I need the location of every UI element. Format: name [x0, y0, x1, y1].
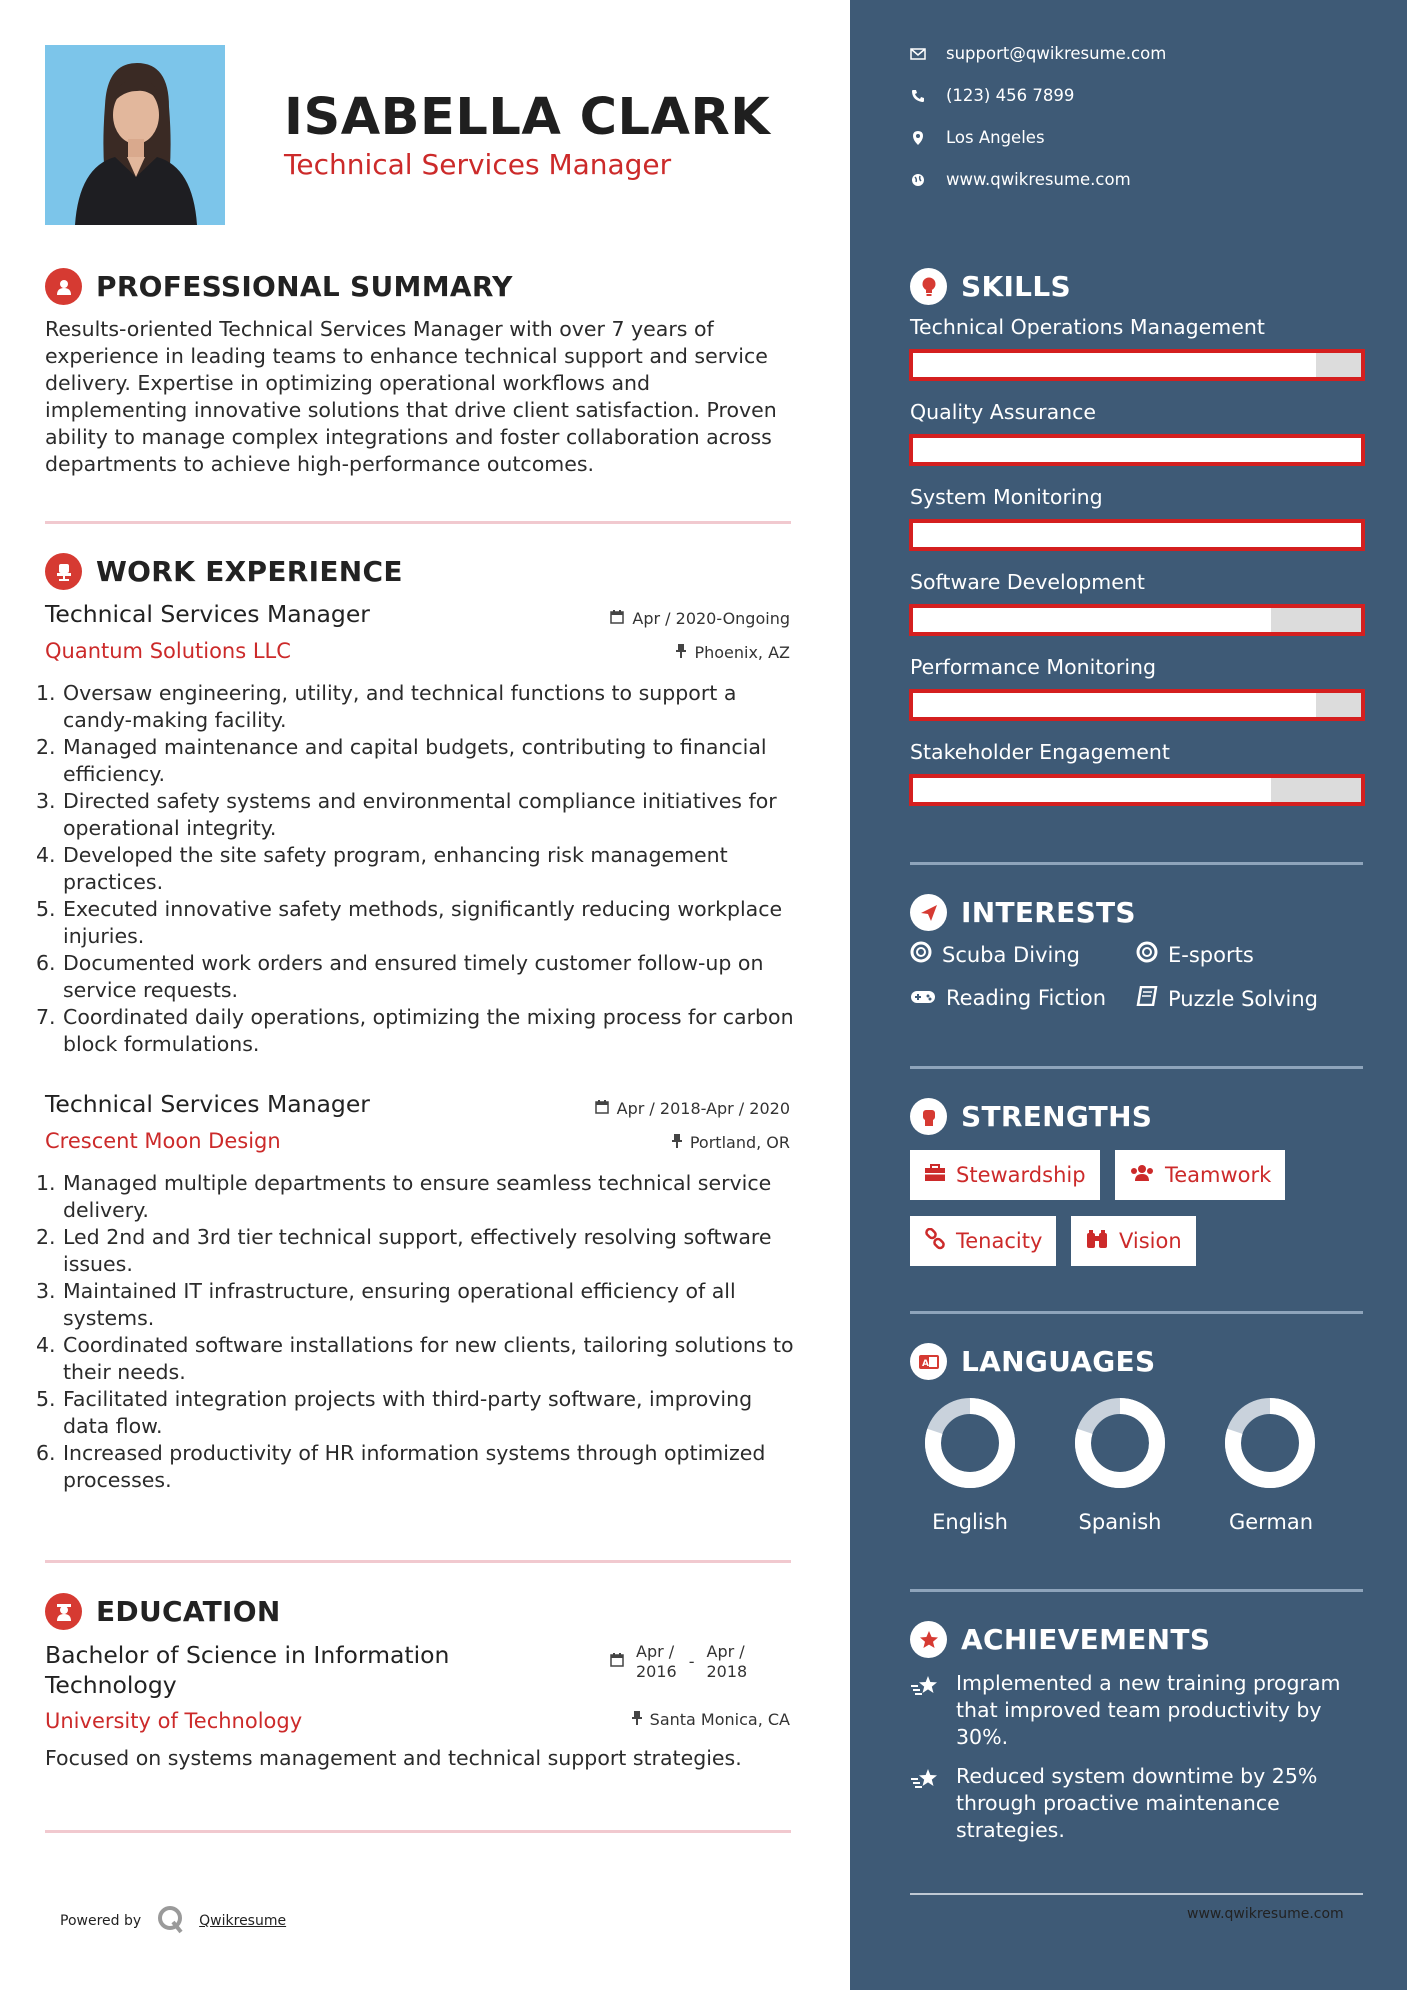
section-divider: [910, 1589, 1363, 1592]
job-date-text: Apr / 2018-Apr / 2020: [616, 1099, 790, 1118]
skill-label: Performance Monitoring: [910, 655, 1157, 679]
summary-title: PROFESSIONAL SUMMARY: [96, 270, 513, 303]
contact-phone-text: (123) 456 7899: [946, 86, 1075, 105]
strength-tag: [910, 1150, 1100, 1200]
calendar-icon: [610, 609, 624, 628]
experience-title: WORK EXPERIENCE: [96, 555, 403, 588]
item-text: Coordinated software installations for new clients, tailoring solutions to their needs.: [63, 1333, 794, 1384]
gamepad-icon: [910, 986, 936, 1010]
phone-icon: [910, 89, 926, 103]
contact-email-text: support@qwikresume.com: [946, 44, 1167, 63]
skill-bar: [909, 604, 1365, 636]
item-text: Executed innovative safety methods, significantly reducing workplace injuries.: [63, 897, 783, 948]
strengths-title: STRENGTHS: [961, 1100, 1153, 1133]
section-divider: [45, 1560, 791, 1563]
job-title: Technical Services Manager: [45, 1090, 370, 1118]
interests-title: INTERESTS: [961, 896, 1136, 929]
skills-heading: [910, 268, 1071, 305]
experience-heading: [45, 553, 403, 590]
summary-text: Results-oriented Technical Services Manager with over 7 years of experience in leading teams to enhance technical support and service delivery. Expertise in optimizing operational workflows and implementing innovative solutions that drive client satisfaction. Proven ability to manage complex integrations and foster collaboration across departments to achieve high-performance outcomes.: [45, 317, 777, 476]
responsibility-item: [36, 680, 796, 734]
skill-bar: [909, 349, 1365, 381]
item-number: 2.: [36, 1225, 56, 1249]
strength-tag: [910, 1216, 1056, 1266]
interest-label: Puzzle Solving: [1168, 986, 1318, 1011]
item-text: Documented work orders and ensured timely customer follow-up on service requests.: [63, 951, 764, 1002]
lightbulb-icon: [910, 268, 947, 305]
degree-line: Bachelor of Science in Information: [45, 1641, 450, 1669]
language-label: English: [932, 1510, 1008, 1534]
item-text: Increased productivity of HR information systems through optimized processes.: [63, 1441, 766, 1492]
star-icon: [910, 1621, 947, 1658]
globe-icon: [910, 173, 926, 187]
pin-icon: [632, 1710, 642, 1729]
item-number: 4.: [36, 843, 56, 867]
job-company: Crescent Moon Design: [45, 1129, 281, 1153]
achievement-text: Implemented a new training program that improved team productivity by 30%.: [956, 1671, 1341, 1749]
paper-plane-icon: [910, 894, 947, 931]
pin-icon: [672, 1133, 682, 1152]
item-text: Managed maintenance and capital budgets, contributing to financial efficiency.: [63, 735, 767, 786]
languages-title: LANGUAGES: [961, 1345, 1156, 1378]
item-text: Directed safety systems and environmental compliance initiatives for operational integrity.: [63, 789, 777, 840]
section-divider: [45, 521, 791, 524]
contact-website[interactable]: [910, 170, 1131, 189]
skill-bar: [909, 774, 1365, 806]
skill-bar-fill: [913, 608, 1271, 632]
item-number: 5.: [36, 1387, 56, 1411]
interest-item: [910, 986, 1106, 1010]
date-start-line: Apr /: [636, 1642, 675, 1661]
section-divider: [910, 1066, 1363, 1069]
skill-bar: [909, 519, 1365, 551]
lifebuoy-icon: [1136, 941, 1158, 968]
strength-label: Tenacity: [956, 1229, 1043, 1253]
language-label: German: [1228, 1510, 1314, 1534]
skill-bar-fill: [913, 438, 1361, 462]
skill-bar-fill: [913, 778, 1271, 802]
responsibility-item: [36, 896, 796, 950]
education-title: EDUCATION: [96, 1595, 281, 1628]
section-divider: [45, 1830, 791, 1833]
skills-title: SKILLS: [961, 270, 1071, 303]
candidate-role: Technical Services Manager: [284, 148, 672, 181]
item-text: Maintained IT infrastructure, ensuring operational efficiency of all systems.: [63, 1279, 736, 1330]
responsibility-item: [36, 1386, 796, 1440]
education-location: [632, 1710, 790, 1729]
job-location: [676, 643, 790, 662]
degree-line: Technology: [45, 1671, 177, 1699]
education-date: [610, 1642, 747, 1682]
link-icon: [924, 1228, 946, 1255]
location-pin-icon: [910, 130, 926, 146]
skill-label: Quality Assurance: [910, 400, 1097, 424]
item-number: 3.: [36, 1279, 56, 1303]
item-number: 3.: [36, 789, 56, 813]
profile-photo: [45, 45, 225, 225]
lifebuoy-icon: [910, 941, 932, 968]
job-company: Quantum Solutions LLC: [45, 639, 291, 663]
interest-label: E-sports: [1168, 942, 1254, 967]
footer-url[interactable]: www.qwikresume.com: [1187, 1906, 1344, 1922]
item-number: 7.: [36, 1005, 56, 1029]
chair-icon: [45, 553, 82, 590]
users-icon: [1129, 1163, 1155, 1187]
book-icon: [1136, 986, 1158, 1011]
item-number: 4.: [36, 1333, 56, 1357]
skill-bar: [909, 689, 1365, 721]
language-label: Spanish: [1078, 1510, 1162, 1534]
skill-bar-fill: [913, 523, 1361, 547]
calendar-icon: [595, 1099, 609, 1118]
degree: [45, 1640, 449, 1700]
responsibility-item: [36, 734, 796, 788]
skill-bar-fill: [913, 353, 1316, 377]
translate-icon: [910, 1343, 947, 1380]
interest-item: [910, 941, 1080, 968]
strength-label: Teamwork: [1165, 1163, 1272, 1187]
contact-website-text: www.qwikresume.com: [946, 170, 1131, 189]
powered-by-label: Powered by: [60, 1913, 142, 1929]
skill-label: Technical Operations Management: [910, 315, 1265, 339]
item-number: 5.: [36, 897, 56, 921]
item-number: 2.: [36, 735, 56, 759]
job-date-text: Apr / 2020-Ongoing: [632, 609, 790, 628]
pin-icon: [676, 643, 686, 662]
powered-by: [60, 1904, 286, 1938]
binoculars-icon: [1085, 1229, 1109, 1254]
interest-label: Scuba Diving: [942, 942, 1080, 967]
contact-location-text: Los Angeles: [946, 128, 1045, 147]
item-text: Led 2nd and 3rd tier technical support, effectively resolving software issues.: [63, 1225, 772, 1276]
calendar-icon: [610, 1642, 624, 1682]
interests-heading: [910, 894, 1136, 931]
item-text: Oversaw engineering, utility, and technical functions to support a candy-making facility.: [63, 681, 737, 732]
strengths-heading: [910, 1098, 1152, 1135]
contact-phone[interactable]: [910, 86, 1074, 105]
skill-bar-fill: [913, 693, 1316, 717]
qwikresume-link[interactable]: Qwikresume: [199, 1913, 287, 1929]
strength-tag: [1115, 1150, 1285, 1200]
languages-heading: [910, 1343, 1155, 1380]
achievement-text: Reduced system downtime by 25% through proactive maintenance strategies.: [956, 1764, 1318, 1842]
skill-label: Stakeholder Engagement: [910, 740, 1170, 764]
briefcase-icon: [924, 1163, 946, 1187]
date-start-line: 2016: [636, 1662, 677, 1681]
skill-label: Software Development: [910, 570, 1145, 594]
strength-label: Stewardship: [956, 1163, 1086, 1187]
interest-item: [1136, 986, 1318, 1011]
envelope-icon: [910, 48, 926, 60]
section-divider: [910, 1893, 1363, 1895]
contact-email[interactable]: [910, 44, 1166, 63]
shooting-star-icon: [910, 1763, 942, 1844]
school: University of Technology: [45, 1709, 303, 1733]
strength-label: Vision: [1119, 1229, 1182, 1253]
job-date: [610, 609, 790, 628]
responsibility-item: [36, 1170, 796, 1224]
skill-bar: [909, 434, 1365, 466]
date-separator: -: [688, 1652, 695, 1671]
fist-icon: [910, 1098, 947, 1135]
responsibility-item: [36, 1004, 796, 1058]
item-number: 6.: [36, 1441, 56, 1465]
education-location-text: Santa Monica, CA: [649, 1710, 790, 1729]
achievements-title: ACHIEVEMENTS: [961, 1623, 1211, 1656]
skill-label: System Monitoring: [910, 485, 1103, 509]
graduate-icon: [45, 1593, 82, 1630]
item-number: 1.: [36, 1171, 56, 1195]
job-location-text: Portland, OR: [689, 1133, 790, 1152]
strength-tag: [1071, 1216, 1196, 1266]
responsibility-item: [36, 950, 796, 1004]
section-divider: [910, 1311, 1363, 1314]
achievement-item: [910, 1670, 1370, 1751]
achievement-item: [910, 1763, 1370, 1844]
job-responsibilities: [36, 1170, 796, 1494]
responsibility-item: [36, 842, 796, 896]
responsibility-item: [36, 1278, 796, 1332]
job-responsibilities: [36, 680, 796, 1058]
responsibility-item: [36, 1332, 796, 1386]
education-heading: [45, 1593, 281, 1630]
job-location-text: Phoenix, AZ: [694, 643, 790, 662]
responsibility-item: [36, 1224, 796, 1278]
shooting-star-icon: [910, 1670, 942, 1751]
item-text: Developed the site safety program, enhancing risk management practices.: [63, 843, 728, 894]
achievements-heading: [910, 1621, 1210, 1658]
qwikresume-logo-icon: [155, 1904, 185, 1938]
item-text: Facilitated integration projects with third-party software, improving data flow.: [63, 1387, 753, 1438]
item-number: 6.: [36, 951, 56, 975]
summary-heading: [45, 268, 513, 305]
user-icon: [45, 268, 82, 305]
contact-location: [910, 128, 1045, 147]
language-rings: [850, 1390, 1407, 1500]
responsibility-item: [36, 1440, 796, 1494]
responsibility-item: [36, 788, 796, 842]
date-end-line: Apr /: [706, 1642, 745, 1661]
item-text: Coordinated daily operations, optimizing the mixing process for carbon block formulations.: [63, 1005, 794, 1056]
date-end-line: 2018: [706, 1662, 748, 1681]
education-description: Focused on systems management and technical support strategies.: [45, 1746, 742, 1770]
job-date: [595, 1099, 790, 1118]
item-number: 1.: [36, 681, 56, 705]
job-location: [672, 1133, 790, 1152]
section-divider: [910, 862, 1363, 865]
date-start: [636, 1642, 677, 1682]
svg-text:A: A: [921, 1358, 929, 1369]
interest-item: [1136, 941, 1254, 968]
date-end: [707, 1642, 748, 1682]
job-title: Technical Services Manager: [45, 600, 370, 628]
candidate-name: ISABELLA CLARK: [284, 88, 771, 147]
item-text: Managed multiple departments to ensure seamless technical service delivery.: [63, 1171, 772, 1222]
interest-label: Reading Fiction: [946, 986, 1107, 1010]
